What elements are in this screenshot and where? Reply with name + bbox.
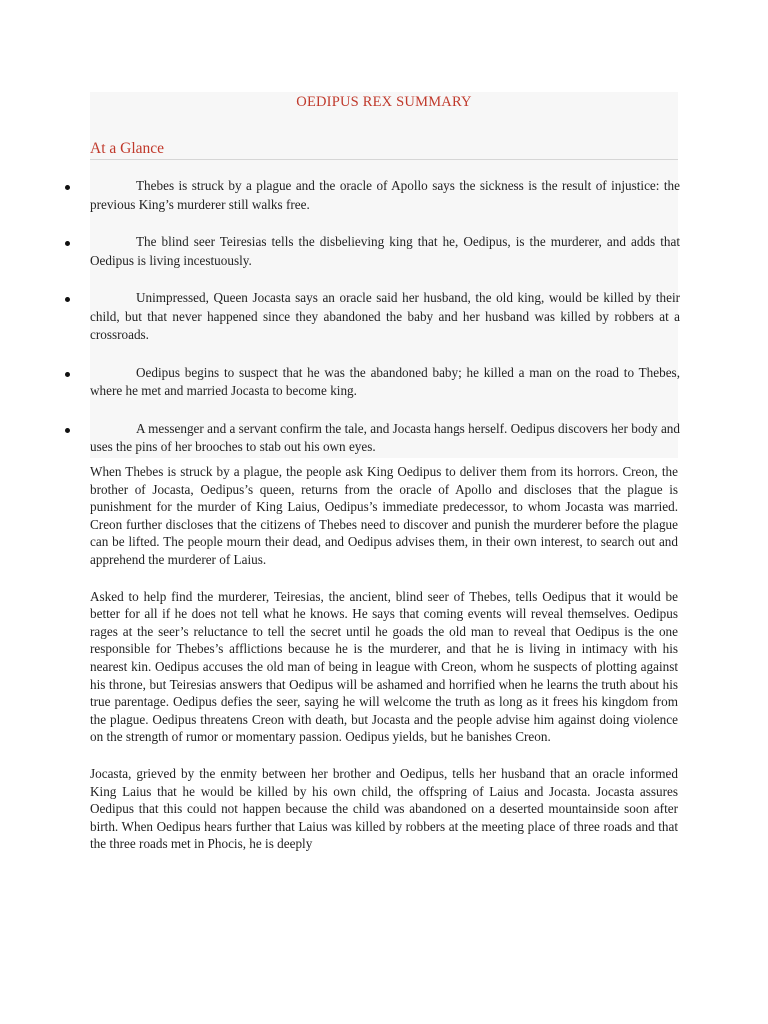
bullet-dot-icon [65, 372, 70, 377]
summary-bullet-list [62, 177, 680, 476]
bullet-dot-icon [65, 241, 70, 246]
summary-bullet [62, 233, 680, 270]
summary-bullet-text: Thebes is struck by a plague and the oracle of Apollo says the sickness is the result of injustice: the previous King’s murderer still walks free. [90, 178, 680, 212]
body-paragraph: Asked to help find the murderer, Teiresias, the ancient, blind seer of Thebes, tells Oedipus that it would be better for all if he does not tell what he knows. He says that coming events will reveal themselves. Oedipus rages at the seer’s reluctance to tell the secret until he goads the old man to reveal that Oedipus is the one responsible for Thebes’s afflictions because he is the murderer, and that he is living in intimacy with his nearest kin. Oedipus accuses the old man of being in league with Creon, whom he suspects of plotting against his throne, but Teiresias answers that Oedipus will be ashamed and horrified when he learns the truth about his true parentage. Oedipus defies the seer, saying he will welcome the truth as long as it frees his kingdom from the plague. Oedipus threatens Creon with death, but Jocasta and the people advise him against doing violence on the strength of rumor or momentary passion. Oedipus yields, but he banishes Creon. [90, 588, 678, 745]
body-paragraph: Jocasta, grieved by the enmity between her brother and Oedipus, tells her husband that an oracle informed King Laius that he would be killed by his own child, the offspring of Laius and Jocasta. Jocasta assures Oedipus that this could not happen because the child was abandoned on a deserted mountainside soon after birth. When Oedipus hears further that Laius was killed by robbers at the meeting place of three roads and that the three roads met in Phocis, he is deeply [90, 765, 678, 852]
section-heading: At a Glance [90, 140, 165, 157]
summary-bullet [62, 364, 680, 401]
bullet-dot-icon [65, 428, 70, 433]
bullet-dot-icon [65, 297, 70, 302]
summary-bullet-text: The blind seer Teiresias tells the disbelieving king that he, Oedipus, is the murderer, and adds that Oedipus is living incestuously. [90, 234, 680, 268]
summary-bullet [62, 420, 680, 457]
summary-bullet-text: A messenger and a servant confirm the tale, and Jocasta hangs herself. Oedipus discovers her body and uses the pins of her brooches to stab out his own eyes. [90, 420, 680, 454]
summary-bullet-text: Unimpressed, Queen Jocasta says an oracle said her husband, the old king, would be killed by their child, but that never happened since they abandoned the baby and her husband was killed by robbers at a crossroads. [90, 290, 680, 342]
bullet-dot-icon [65, 185, 70, 190]
body-text [90, 463, 678, 872]
summary-bullet-text: Oedipus begins to suspect that he was the abandoned baby; he killed a man on the road to Thebes, where he met and married Jocasta to become king. [90, 364, 680, 398]
heading-divider [90, 159, 678, 160]
summary-bullet [62, 289, 680, 345]
summary-bullet [62, 177, 680, 214]
page-title: OEDIPUS REX SUMMARY [296, 94, 472, 110]
body-paragraph: When Thebes is struck by a plague, the people ask King Oedipus to deliver them from its horrors. Creon, the brother of Jocasta, Oedipus’s queen, returns from the oracle of Apollo and discloses that the plague is punishment for the murder of King Laius, Oedipus’s immediate predecessor, to whom Jocasta was married. Creon further discloses that the citizens of Thebes need to discover and punish the murderer before the plague can be lifted. The people mourn their dead, and Oedipus advises them, in their own interest, to search out and apprehend the murderer of Laius. [90, 464, 678, 567]
